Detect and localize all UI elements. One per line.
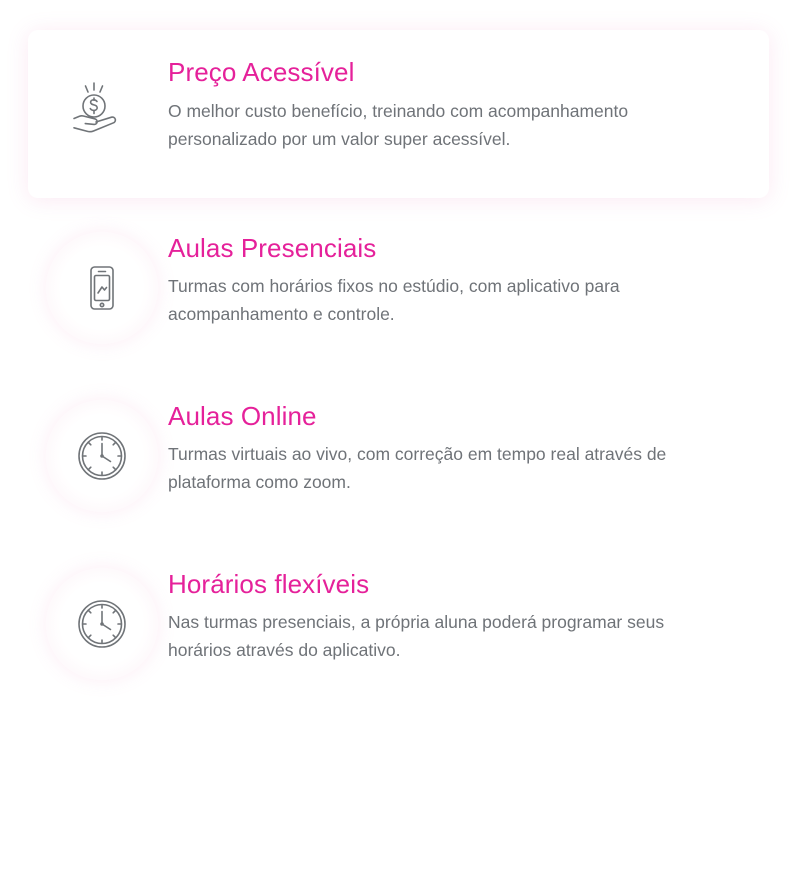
feature-description: Nas turmas presenciais, a própria aluna poderá programar seus horários através do aplicativo. xyxy=(168,611,665,661)
hand-holding-coin-icon xyxy=(46,56,158,168)
feature-description: O melhor custo benefício, treinando com acompanhamento personalizado por um valor super acessível. xyxy=(168,100,629,150)
feature-card-aulas-online[interactable] xyxy=(28,378,769,534)
feature-body xyxy=(168,56,745,154)
feature-title: Aulas Online xyxy=(168,401,317,431)
feature-card-aulas-presenciais[interactable] xyxy=(28,210,769,366)
feature-body xyxy=(168,232,745,329)
feature-title: Aulas Presenciais xyxy=(168,233,377,263)
feature-icon-wrap xyxy=(46,56,158,168)
feature-card-horarios-flexiveis[interactable] xyxy=(28,546,769,702)
clock-icon xyxy=(46,400,158,512)
feature-card-preco-acessivel[interactable] xyxy=(28,30,769,198)
clock-icon xyxy=(46,568,158,680)
smartphone-icon xyxy=(46,232,158,344)
feature-body xyxy=(168,400,745,497)
feature-title: Horários flexíveis xyxy=(168,569,370,599)
feature-description: Turmas virtuais ao vivo, com correção em tempo real através de plataforma como zoom. xyxy=(168,443,667,493)
feature-icon-wrap xyxy=(46,232,158,344)
feature-icon-wrap xyxy=(46,400,158,512)
feature-body xyxy=(168,568,745,665)
feature-title: Preço Acessível xyxy=(168,57,355,87)
feature-icon-wrap xyxy=(46,568,158,680)
feature-description: Turmas com horários fixos no estúdio, com aplicativo para acompanhamento e controle. xyxy=(168,275,620,325)
